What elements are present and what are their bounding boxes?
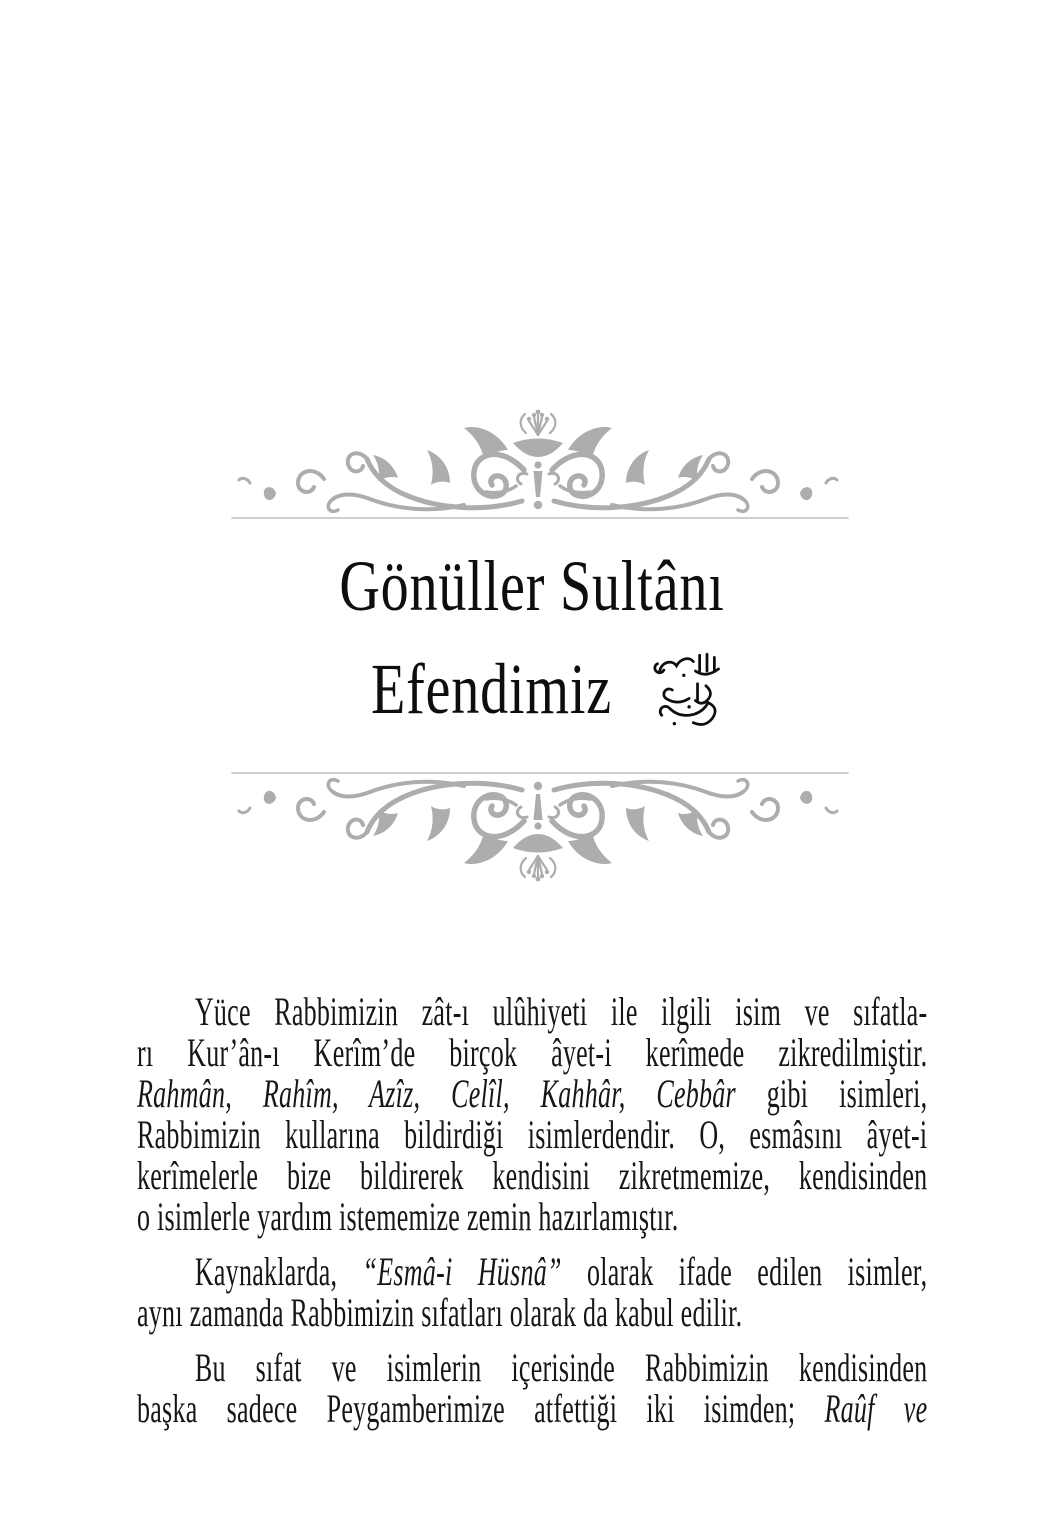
- paragraph: [137, 1347, 927, 1429]
- chapter-title-row: [0, 648, 1063, 730]
- paragraph: [137, 991, 927, 1237]
- body-line: [137, 1196, 927, 1237]
- text-run: rı Kur’ân-ı Kerîm’de birçok âyet-i kerîmede zikredilmiştir.: [137, 1030, 928, 1075]
- top-divider: [228, 408, 852, 523]
- text-run: gibi isimleri,: [735, 1071, 928, 1116]
- floral-flourish-mirrored-icon: [228, 768, 852, 883]
- body-text: [137, 991, 927, 1443]
- text-run: başka sadece Peygamberimize atfettiği iki isimden;: [137, 1386, 825, 1431]
- body-line: [137, 1155, 927, 1196]
- paragraph: [137, 1251, 927, 1333]
- body-line: [137, 1347, 927, 1388]
- text-run: Yüce Rabbimizin zât-ı ulûhiyeti ile ilgili isim ve sıfatla-: [194, 989, 928, 1034]
- italic-text-run: Raûf ve: [824, 1386, 928, 1431]
- body-line: [137, 1251, 927, 1292]
- chapter-title-line2-text: Efendimiz: [371, 649, 612, 729]
- chapter-title-line1-text: Gönüller Sultânı: [338, 546, 725, 626]
- body-line: [137, 1114, 927, 1155]
- text-run: aynı zamanda Rabbimizin sıfatları olarak da kabul edilir.: [137, 1290, 743, 1335]
- text-run: olarak ifade edilen isimler,: [561, 1249, 928, 1294]
- body-line: [137, 1032, 927, 1073]
- body-line: [137, 1073, 927, 1114]
- italic-text-run: Rahmân, Rahîm, Azîz, Celîl, Kahhâr, Cebbâr: [137, 1071, 736, 1116]
- floral-flourish-icon: [228, 408, 852, 523]
- text-run: kerîmelerle bize bildirerek kendisini zikretmemize, kendisinden: [137, 1153, 928, 1198]
- body-line: [137, 991, 927, 1032]
- chapter-title-line2: [337, 650, 646, 728]
- text-run: Kaynaklarda,: [194, 1249, 363, 1294]
- body-line: [137, 1292, 927, 1333]
- text-run: o isimlerle yardım istememize zemin hazırlamıştır.: [137, 1194, 679, 1239]
- text-run: Bu sıfat ve isimlerin içerisinde Rabbimizin kendisinden: [194, 1345, 928, 1390]
- bottom-divider: [228, 768, 852, 883]
- text-run: Rabbimizin kullarına bildirdiği isimlerdendir. O, esmâsını âyet-i: [137, 1112, 928, 1157]
- salawat-calligraphy-icon: [648, 650, 726, 730]
- chapter-title-line1: [0, 546, 1063, 626]
- italic-text-run: “Esmâ-i Hüsnâ”: [362, 1249, 562, 1294]
- body-line: [137, 1388, 927, 1429]
